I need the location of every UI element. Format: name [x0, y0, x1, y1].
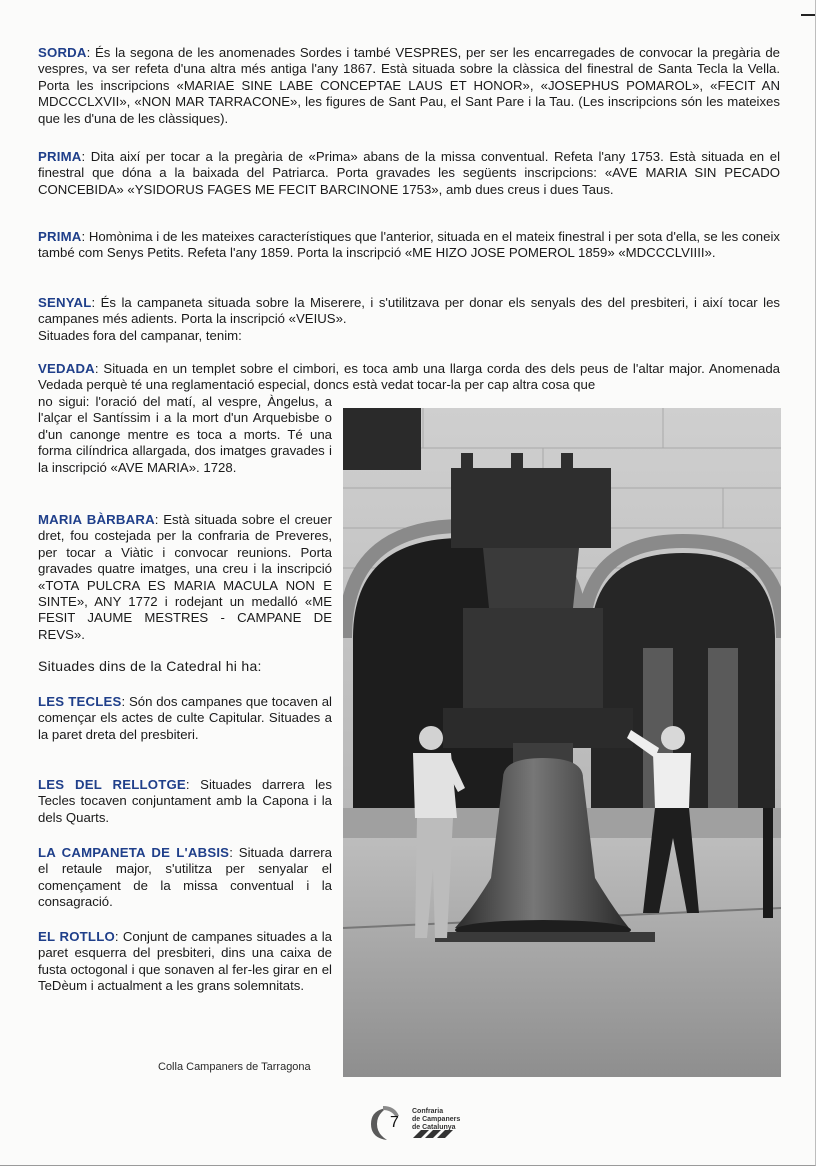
section-tecles: [38, 694, 332, 743]
section-vedada-continued: [38, 394, 332, 476]
bell-photo-illustration: [343, 408, 781, 1077]
section-title: VEDADA: [38, 361, 95, 376]
section-prima-1: [38, 149, 780, 198]
corner-mark: [801, 14, 815, 16]
section-title: EL ROTLLO: [38, 929, 115, 944]
section-title: PRIMA: [38, 149, 82, 164]
section-text: : Són dos campanes que tocaven al començar els actes de culte Capitular. Situades a la paret dreta del presbiteri.: [38, 694, 332, 742]
section-rotllo: [38, 929, 332, 995]
section-text: : És la segona de les anomenades Sordes i també VESPRES, per ser les encarregades de convocar la pregària de vespres, va ser refeta d'una altra més antiga l'any 1867. Està situada sobre la clàssica del finestral de Santa Tecla la Vella. Porta les inscripcions «MARIAE SINE LABE CONCEPTAE LAUS ET HONOR», «JOSEPHUS POMAROL», «FECIT AN MDCCCLXVII», «NON MAR TARRACONE», les figures de Sant Pau, el Sant Pare i la Tau. (Les inscripcions són les mateixes que les d'una de les clàssiques).: [38, 45, 780, 126]
org-line: de Campaners: [412, 1116, 461, 1123]
photo-caption: Colla Campaners de Tarragona: [158, 1061, 311, 1073]
bell-photo: [343, 408, 781, 1077]
section-text: no sigui: l'oració del matí, al vespre, Àngelus, a l'alçar el Santíssim i a la mort d'un Arquebisbe o d'un canonge mentre es toca a morts. Té una forma cilíndrica allargada, dos imatges gravades i la inscripció «AVE MARIA». 1728.: [38, 394, 332, 475]
organization-name: [412, 1108, 472, 1132]
section-prima-2: [38, 229, 780, 262]
page-number: 7: [390, 1114, 399, 1131]
section-text: : Situades darrera les Tecles tocaven conjuntament amb la Capona i la dels Quarts.: [38, 777, 332, 825]
section-title: LES TECLES: [38, 694, 122, 709]
section-senyal: [38, 295, 780, 344]
section-campaneta-absis: [38, 845, 332, 911]
section-text: : És la campaneta situada sobre la Miserere, i s'utilitzava per donar els senyals des del presbiteri, i així tocar les campanes més adients. Porta la inscripció «VEIUS».: [38, 295, 780, 327]
outside-bells-intro: Situades fora del campanar, tenim:: [38, 327, 242, 343]
section-text: : Situada en un templet sobre el cimbori, es toca amb una llarga corda des dels peus de l'altar major. Anomenada Vedada perquè té una reglamentació especial, doncs està vedat tocar-la per cap altra cosa que: [38, 361, 780, 393]
org-line: Confraria: [412, 1108, 444, 1115]
section-title: MARIA BÀRBARA: [38, 512, 155, 527]
org-line: de Catalunya: [412, 1124, 456, 1131]
section-title: SENYAL: [38, 295, 92, 310]
section-rellotge: [38, 777, 332, 826]
section-text: : Dita així per tocar a la pregària de «Prima» abans de la missa conventual. Refeta l'any 1753. Està situada en el finestral que dóna a la baixada del Patriarca. Porta gravades les següents inscripcions: «AVE MARIA SIN PECADO CONCEBIDA» «YSIDORUS FAGES ME FECIT BARCINONE 1753», amb dues creus i dues Taus.: [38, 149, 780, 197]
section-text: : Està situada sobre el creuer dret, fou costejada per la confraria de Preveres, per tocar a Viàtic i convocar reunions. Porta gravades quatre imatges, una creu i la inscripció «TOTA PULCRA ES MARIA MACULA NON E SINTE», ANY 1772 i rodejant un medalló «ME FESIT JAUME MESTRES - CAMPANE DE REVS».: [38, 512, 332, 642]
section-text: : Conjunt de campanes situades a la paret esquerra del presbiteri, dins una caixa de fusta octogonal i que sonaven al fer-les girar en el TeDèum i actualment a les grans solemnitats.: [38, 929, 332, 994]
section-maria-barbara: [38, 512, 332, 643]
section-sorda: [38, 45, 780, 127]
inside-bells-intro: Situades dins de la Catedral hi ha:: [38, 658, 262, 674]
section-title: LES DEL RELLOTGE: [38, 777, 186, 792]
section-title: LA CAMPANETA DE L'ABSIS: [38, 845, 230, 860]
section-text: : Situada darrera el retaule major, s'utilitza per senyalar el començament de la missa conventual i la consagració.: [38, 845, 333, 910]
section-vedada: [38, 361, 780, 394]
section-title: SORDA: [38, 45, 87, 60]
section-text: : Homònima i de les mateixes característiques que l'anterior, situada en el mateix finestral i per sota d'ella, se les coneix també com Senys Petits. Refeta l'any 1859. Porta la inscripció «ME HIZO JOSE POMEROL 1859» «MDCCCLVIIII».: [38, 229, 780, 261]
section-title: PRIMA: [38, 229, 82, 244]
